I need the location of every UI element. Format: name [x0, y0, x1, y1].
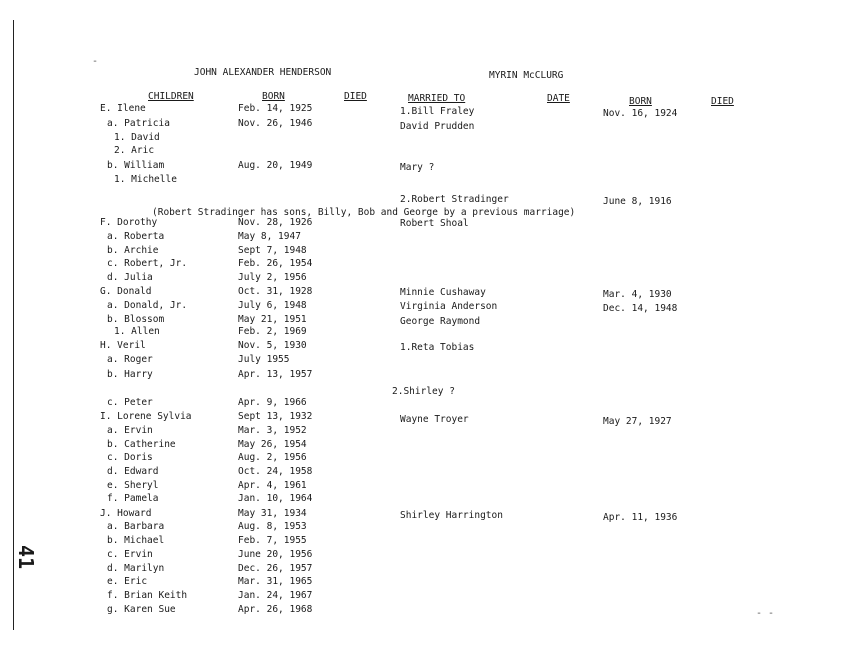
margin-line — [13, 20, 14, 630]
child-birth-date: Oct. 31, 1928 — [238, 286, 313, 297]
column-header-children: CHILDREN — [148, 91, 194, 102]
child-name: H. Veril — [100, 340, 146, 351]
spouse-name: 2.Robert Stradinger — [400, 194, 509, 205]
child-birth-date: Nov. 28, 1926 — [238, 217, 313, 228]
child-name: d. Julia — [107, 272, 153, 283]
child-name: G. Donald — [100, 286, 152, 297]
column-header-married-to: MARRIED TO — [408, 93, 466, 104]
child-birth-date: May 31, 1934 — [238, 508, 307, 519]
child-birth-date: Apr. 9, 1966 — [238, 397, 307, 408]
spouse-name: 1.Reta Tobias — [400, 342, 475, 353]
child-birth-date: Feb. 26, 1954 — [238, 258, 313, 269]
child-name: c. Ervin — [107, 549, 153, 560]
page-number: 41 — [14, 545, 38, 570]
child-birth-date: Apr. 13, 1957 — [238, 369, 313, 380]
child-birth-date: Nov. 5, 1930 — [238, 340, 307, 351]
spouse-name: George Raymond — [400, 316, 481, 327]
spouse-birth-date: May 27, 1927 — [603, 416, 672, 427]
child-name: d. Marilyn — [107, 563, 165, 574]
spouse-birth-date: Dec. 14, 1948 — [603, 303, 678, 314]
child-name: c. Peter — [107, 397, 153, 408]
column-header-spouse-born: BORN — [629, 96, 652, 107]
child-birth-date: Sept 13, 1932 — [238, 411, 313, 422]
child-name: c. Doris — [107, 452, 153, 463]
child-birth-date: June 20, 1956 — [238, 549, 313, 560]
child-name: I. Lorene Sylvia — [100, 411, 192, 422]
child-name: f. Pamela — [107, 493, 159, 504]
spouse-name: Wayne Troyer — [400, 414, 469, 425]
child-birth-date: Apr. 4, 1961 — [238, 480, 307, 491]
child-name: d. Edward — [107, 466, 159, 477]
child-name: c. Robert, Jr. — [107, 258, 188, 269]
child-birth-date: Feb. 14, 1925 — [238, 103, 313, 114]
spouse-name: Virginia Anderson — [400, 301, 498, 312]
child-birth-date: July 6, 1948 — [238, 300, 307, 311]
column-header-spouse-died: DIED — [711, 96, 734, 107]
child-name: 1. Allen — [114, 326, 160, 337]
child-name: b. Harry — [107, 369, 153, 380]
child-name: b. Catherine — [107, 439, 176, 450]
child-name: b. William — [107, 160, 165, 171]
child-birth-date: July 2, 1956 — [238, 272, 307, 283]
spouse-name: Mary ? — [400, 162, 435, 173]
child-birth-date: May 8, 1947 — [238, 231, 301, 242]
spouse-birth-date: June 8, 1916 — [603, 196, 672, 207]
child-name: a. Roger — [107, 354, 153, 365]
child-name: g. Karen Sue — [107, 604, 176, 615]
child-birth-date: May 21, 1951 — [238, 314, 307, 325]
child-birth-date: Jan. 24, 1967 — [238, 590, 313, 601]
child-name: b. Michael — [107, 535, 165, 546]
spouse-birth-date: Nov. 16, 1924 — [603, 108, 678, 119]
child-name: 2. Aric — [114, 145, 155, 156]
spouse-name: Robert Shoal — [400, 218, 469, 229]
child-name: b. Archie — [107, 245, 159, 256]
child-birth-date: Nov. 26, 1946 — [238, 118, 313, 129]
child-name: F. Dorothy — [100, 217, 158, 228]
column-header-date: DATE — [547, 93, 570, 104]
child-birth-date: Aug. 20, 1949 — [238, 160, 313, 171]
child-birth-date: May 26, 1954 — [238, 439, 307, 450]
spouse-birth-date: Apr. 11, 1936 — [603, 512, 678, 523]
child-name: E. Ilene — [100, 103, 146, 114]
corner-mark: - - — [756, 608, 775, 619]
spouse-name: Shirley Harrington — [400, 510, 503, 521]
column-header-died: DIED — [344, 91, 367, 102]
margin-mark: - — [92, 56, 99, 67]
child-name: a. Roberta — [107, 231, 165, 242]
spouse-name: Minnie Cushaway — [400, 287, 486, 298]
child-name: a. Ervin — [107, 425, 153, 436]
child-name: a. Patricia — [107, 118, 170, 129]
spouse-name: 2.Shirley ? — [392, 386, 455, 397]
spouse-name: 1.Bill Fraley — [400, 106, 475, 117]
child-name: a. Barbara — [107, 521, 165, 532]
child-birth-date: Mar. 3, 1952 — [238, 425, 307, 436]
child-birth-date: Apr. 26, 1968 — [238, 604, 313, 615]
child-birth-date: Feb. 7, 1955 — [238, 535, 307, 546]
child-name: 1. Michelle — [114, 174, 177, 185]
family-note: (Robert Stradinger has sons, Billy, Bob and George by a previous marriage) — [152, 207, 576, 218]
child-birth-date: Dec. 26, 1957 — [238, 563, 313, 574]
child-name: e. Sheryl — [107, 480, 159, 491]
column-header-born: BORN — [262, 91, 285, 102]
child-birth-date: Jan. 10, 1964 — [238, 493, 313, 504]
child-name: a. Donald, Jr. — [107, 300, 188, 311]
child-birth-date: Feb. 2, 1969 — [238, 326, 307, 337]
child-name: b. Blossom — [107, 314, 165, 325]
child-birth-date: July 1955 — [238, 354, 290, 365]
mother-name: MYRIN McCLURG — [489, 70, 564, 81]
child-birth-date: Sept 7, 1948 — [238, 245, 307, 256]
spouse-name: David Prudden — [400, 121, 475, 132]
child-name: J. Howard — [100, 508, 152, 519]
child-birth-date: Mar. 31, 1965 — [238, 576, 313, 587]
child-name: f. Brian Keith — [107, 590, 188, 601]
child-name: 1. David — [114, 132, 160, 143]
child-name: e. Eric — [107, 576, 148, 587]
child-birth-date: Oct. 24, 1958 — [238, 466, 313, 477]
child-birth-date: Aug. 8, 1953 — [238, 521, 307, 532]
spouse-birth-date: Mar. 4, 1930 — [603, 289, 672, 300]
father-name: JOHN ALEXANDER HENDERSON — [194, 67, 332, 78]
child-birth-date: Aug. 2, 1956 — [238, 452, 307, 463]
